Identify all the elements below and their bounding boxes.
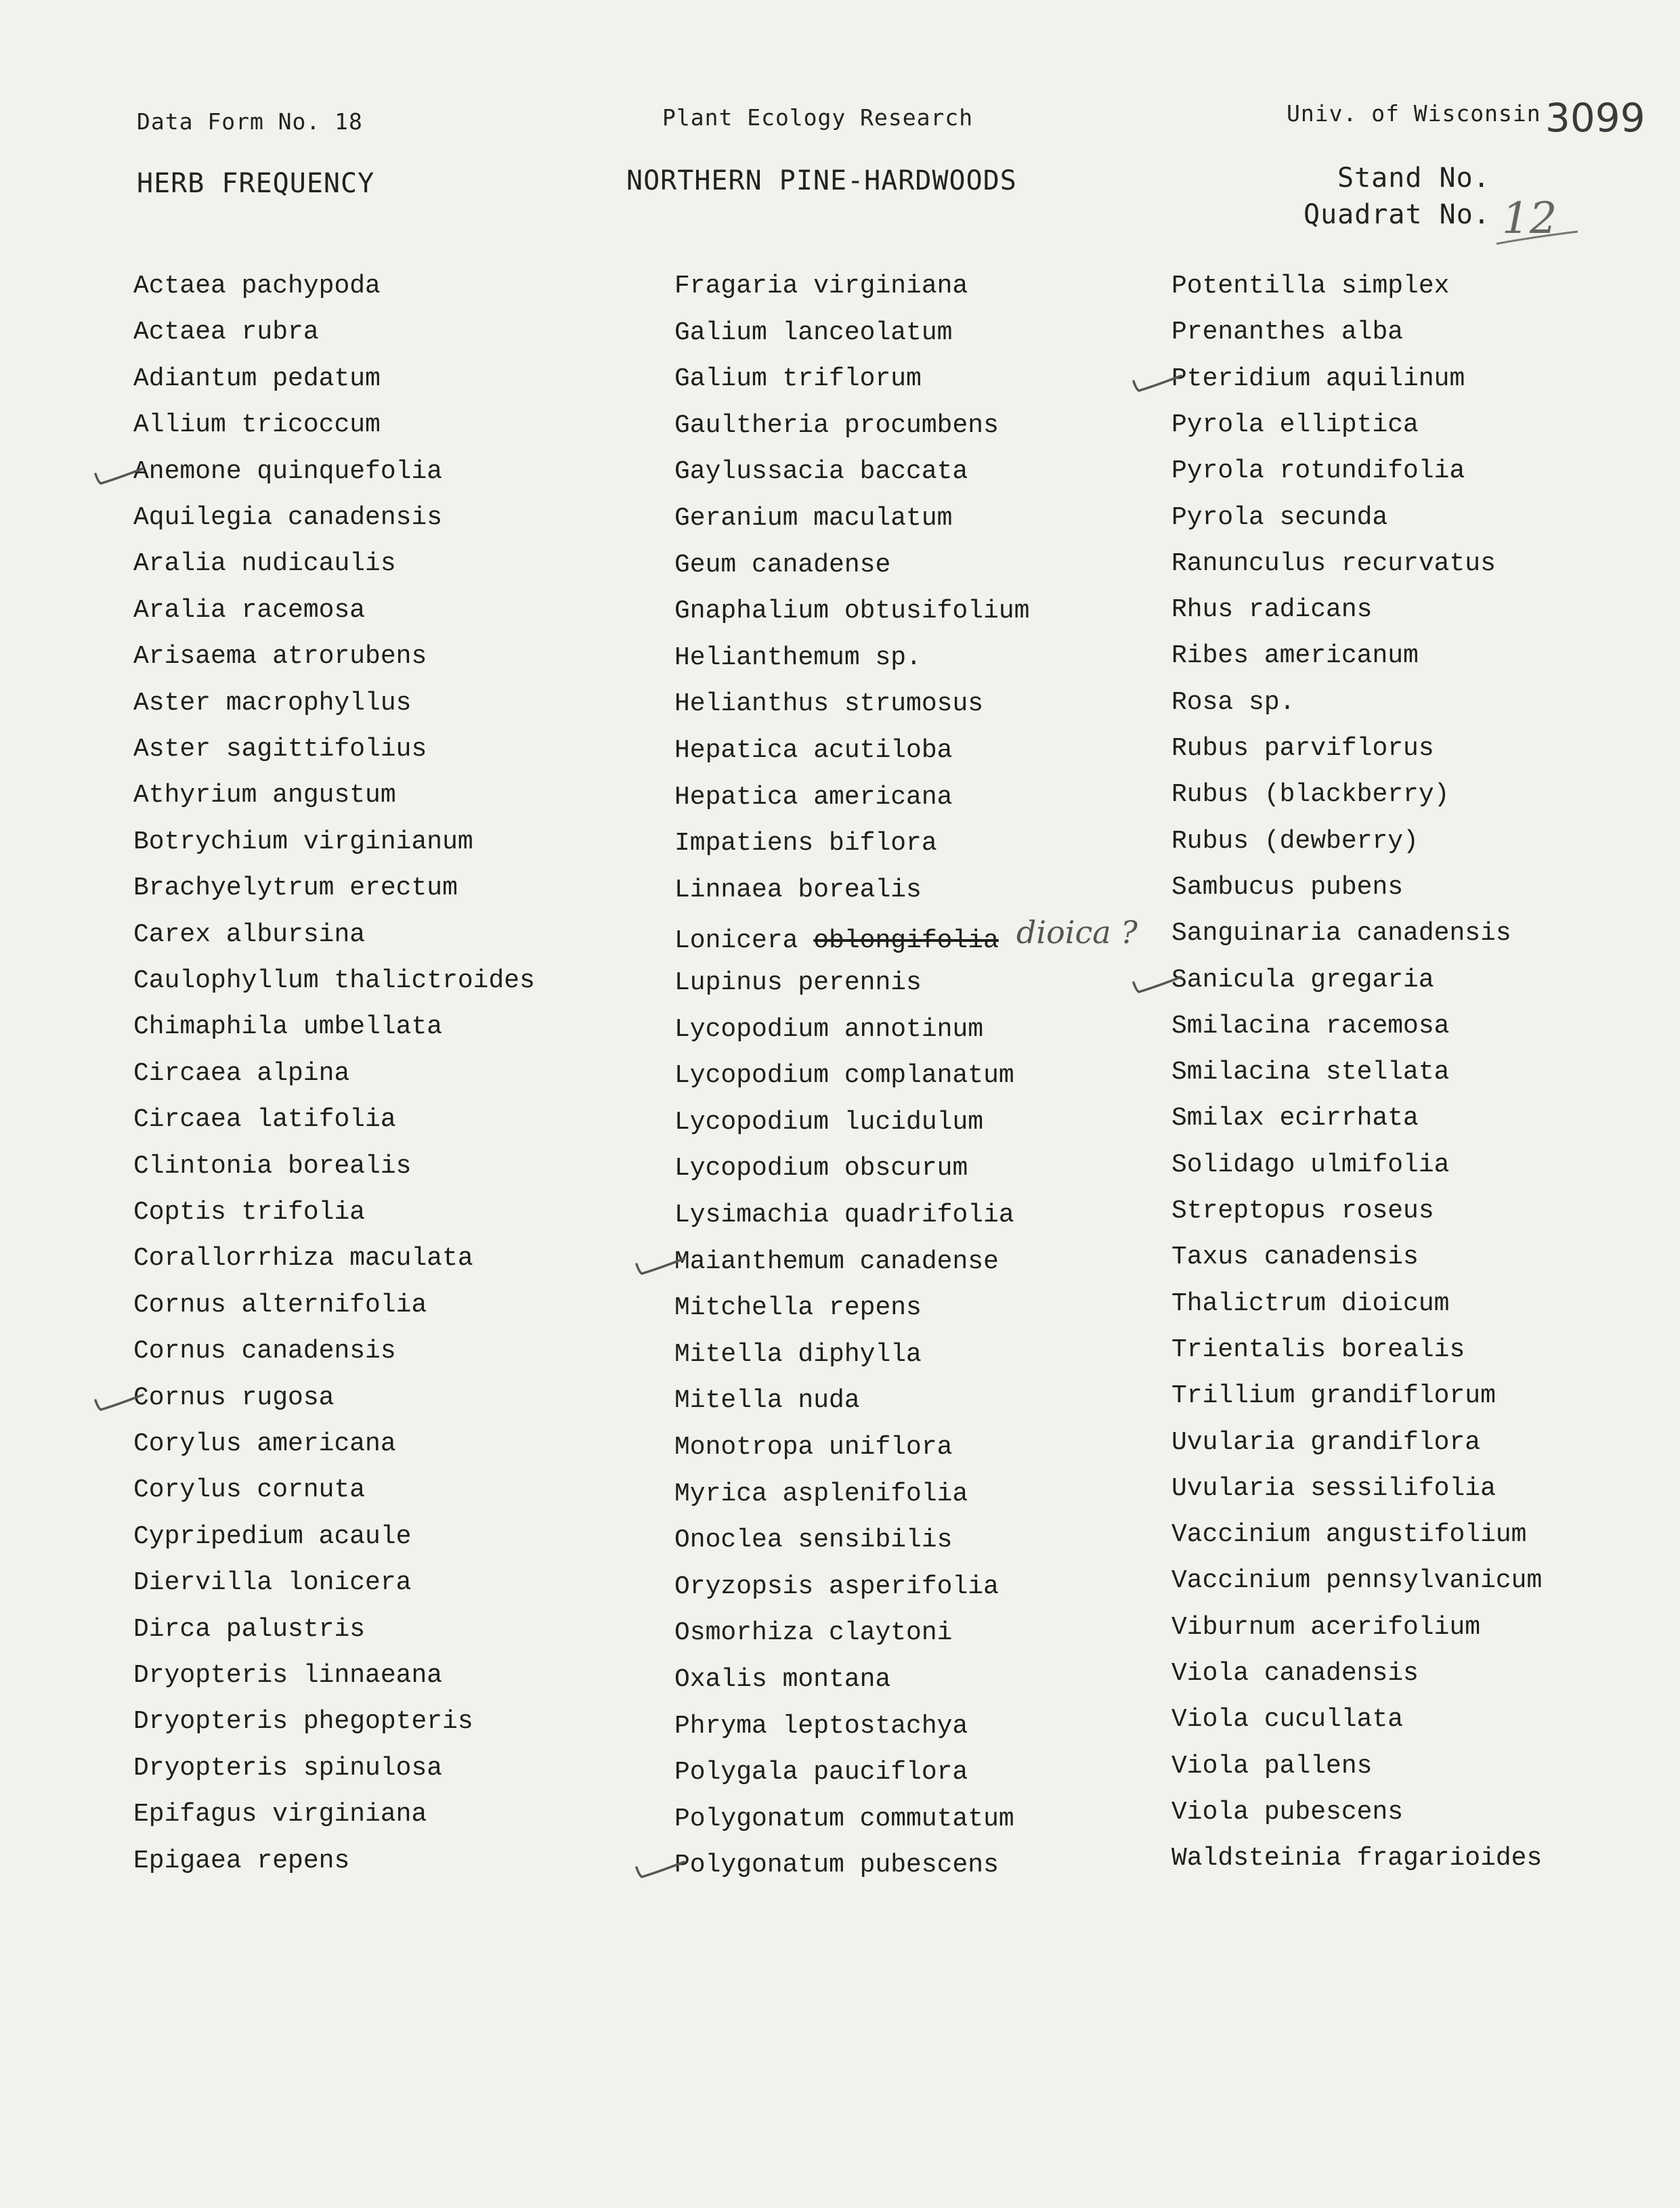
species-item bbox=[133, 1799, 427, 1830]
species-name: Rubus parviflorus bbox=[1171, 734, 1434, 763]
species-name: Linnaea borealis bbox=[674, 875, 922, 905]
species-name: Lupinus perennis bbox=[674, 968, 922, 997]
species-name: Trientalis borealis bbox=[1171, 1335, 1465, 1364]
check-mark-icon bbox=[632, 1255, 680, 1275]
species-item bbox=[133, 1151, 411, 1182]
species-item bbox=[1171, 918, 1511, 949]
species-name: Impatiens biflora bbox=[674, 829, 937, 858]
species-item bbox=[133, 364, 381, 395]
species-item bbox=[1171, 1612, 1480, 1643]
species-name: Pyrola rotundifolia bbox=[1171, 456, 1465, 485]
species-name: Allium tricoccum bbox=[133, 410, 381, 439]
species-name: Prenanthes alba bbox=[1171, 318, 1404, 347]
species-name: Corallorrhiza maculata bbox=[133, 1244, 473, 1273]
species-name: Aster macrophyllus bbox=[133, 689, 412, 718]
species-item bbox=[674, 1153, 968, 1184]
species-name: Sanicula gregaria bbox=[1171, 966, 1434, 995]
species-item bbox=[133, 548, 396, 580]
species-item bbox=[1171, 1473, 1496, 1505]
species-name: Rosa sp. bbox=[1171, 688, 1295, 717]
species-item bbox=[133, 1012, 442, 1043]
species-item bbox=[1171, 1381, 1496, 1412]
species-item bbox=[674, 503, 952, 534]
species-item bbox=[133, 1104, 396, 1135]
underline-mark bbox=[1493, 223, 1581, 251]
species-item bbox=[674, 643, 922, 674]
species-item bbox=[1171, 502, 1387, 534]
species-name: Solidago ulmifolia bbox=[1171, 1150, 1450, 1179]
species-item bbox=[133, 410, 381, 441]
species-item bbox=[133, 1058, 349, 1089]
species-name: Hepatica acutiloba bbox=[674, 736, 953, 765]
species-name: Rubus (dewberry) bbox=[1171, 827, 1419, 856]
species-item bbox=[1171, 594, 1372, 626]
species-name: Sanguinaria canadensis bbox=[1171, 919, 1511, 948]
species-item bbox=[133, 1243, 473, 1274]
species-item bbox=[133, 1567, 411, 1599]
species-item bbox=[133, 1475, 365, 1506]
species-item bbox=[1171, 1196, 1434, 1227]
species-item bbox=[1171, 1658, 1419, 1689]
species-item bbox=[1171, 548, 1496, 580]
species-item bbox=[1171, 410, 1419, 441]
check-mark-icon bbox=[91, 1391, 139, 1411]
species-name: Rubus (blackberry) bbox=[1171, 780, 1450, 809]
species-item bbox=[674, 1200, 1014, 1231]
species-item bbox=[1171, 1242, 1419, 1273]
species-item bbox=[674, 1618, 952, 1649]
species-name: Mitchella repens bbox=[674, 1293, 922, 1322]
species-name: Aralia nudicaulis bbox=[133, 549, 396, 578]
species-item bbox=[133, 873, 458, 904]
species-item bbox=[674, 1385, 860, 1416]
species-name: Arisaema atrorubens bbox=[133, 642, 427, 671]
species-item bbox=[1171, 1843, 1542, 1874]
species-item bbox=[674, 1107, 983, 1138]
species-name: Galium triflorum bbox=[674, 364, 922, 393]
species-item bbox=[133, 1753, 442, 1784]
species-name: Corylus americana bbox=[133, 1429, 396, 1458]
species-item bbox=[1171, 641, 1419, 672]
species-item bbox=[1171, 456, 1465, 487]
species-name: Polygonatum commutatum bbox=[674, 1804, 1014, 1834]
species-item bbox=[133, 641, 427, 672]
check-mark-icon bbox=[1129, 973, 1177, 993]
species-name: Dryopteris spinulosa bbox=[133, 1754, 443, 1783]
university-name: Univ. of Wisconsin bbox=[1287, 100, 1541, 127]
stand-label: Stand No. bbox=[1337, 163, 1490, 194]
species-item bbox=[674, 364, 922, 395]
species-name: Trillium grandiflorum bbox=[1171, 1381, 1496, 1410]
species-item bbox=[674, 596, 1030, 627]
species-name: Cornus canadensis bbox=[133, 1337, 396, 1366]
species-item bbox=[674, 1479, 968, 1510]
species-item bbox=[133, 1383, 334, 1414]
check-mark-icon bbox=[632, 1858, 680, 1878]
species-item bbox=[1171, 1335, 1465, 1366]
species-item bbox=[674, 1757, 968, 1788]
species-name: Rhus radicans bbox=[1171, 595, 1373, 624]
species-item bbox=[674, 735, 952, 766]
species-name: Geranium maculatum bbox=[674, 504, 953, 533]
species-item bbox=[133, 1336, 396, 1367]
species-item bbox=[674, 875, 922, 906]
species-item bbox=[133, 271, 381, 302]
species-name: Maianthemum canadense bbox=[674, 1247, 999, 1276]
species-item bbox=[674, 1572, 999, 1603]
form-title: HERB FREQUENCY bbox=[137, 168, 375, 199]
species-item bbox=[674, 1432, 952, 1463]
form-number: Data Form No. 18 bbox=[137, 108, 363, 135]
species-name: Epifagus virginiana bbox=[133, 1800, 427, 1829]
species-name: Lycopodium obscurum bbox=[674, 1154, 968, 1183]
species-name: Waldsteinia fragarioides bbox=[1171, 1844, 1543, 1873]
species-item bbox=[674, 1014, 983, 1045]
species-name: Lycopodium lucidulum bbox=[674, 1108, 984, 1137]
species-item bbox=[674, 271, 968, 302]
species-item bbox=[674, 1850, 999, 1881]
species-item bbox=[674, 410, 999, 441]
species-name: Mitella diphylla bbox=[674, 1340, 922, 1369]
species-name: Smilax ecirrhata bbox=[1171, 1104, 1419, 1133]
species-name: Polygala pauciflora bbox=[674, 1758, 968, 1787]
species-item bbox=[1171, 364, 1465, 395]
species-name: Hepatica americana bbox=[674, 783, 953, 812]
species-item bbox=[133, 456, 442, 488]
species-name: Galium lanceolatum bbox=[674, 318, 953, 347]
species-item bbox=[674, 828, 937, 859]
species-item bbox=[133, 734, 427, 765]
struck-epithet: oblongifolia bbox=[813, 926, 999, 955]
species-item bbox=[1171, 687, 1295, 718]
quadrat-label: Quadrat No. bbox=[1304, 199, 1490, 230]
species-name: Ribes americanum bbox=[1171, 641, 1419, 670]
species-name: Osmorhiza claytoni bbox=[674, 1618, 953, 1647]
species-name: Cornus rugosa bbox=[133, 1383, 335, 1412]
species-name: Cypripedium acaule bbox=[133, 1522, 412, 1551]
species-name: Viola pallens bbox=[1171, 1752, 1373, 1781]
species-name: Dryopteris linnaeana bbox=[133, 1661, 443, 1690]
species-name: Vaccinium pennsylvanicum bbox=[1171, 1566, 1543, 1595]
species-name: Helianthemum sp. bbox=[674, 643, 922, 672]
species-name: Smilacina stellata bbox=[1171, 1058, 1450, 1087]
species-name: Coptis trifolia bbox=[133, 1198, 366, 1227]
species-name: Actaea pachypoda bbox=[133, 272, 381, 301]
species-item bbox=[1171, 1011, 1449, 1042]
species-item bbox=[133, 1521, 411, 1553]
species-name: Taxus canadensis bbox=[1171, 1242, 1419, 1272]
species-name: Diervilla lonicera bbox=[133, 1568, 412, 1597]
species-name: Pyrola secunda bbox=[1171, 503, 1388, 532]
species-name: Adiantum pedatum bbox=[133, 364, 381, 393]
species-item bbox=[1171, 1751, 1372, 1782]
species-name: Sambucus pubens bbox=[1171, 873, 1404, 902]
species-item bbox=[1171, 271, 1449, 302]
species-item bbox=[133, 502, 442, 534]
species-name: Circaea alpina bbox=[133, 1059, 350, 1088]
species-item bbox=[133, 317, 319, 348]
species-item bbox=[133, 1846, 349, 1877]
species-name: Monotropa uniflora bbox=[674, 1433, 953, 1462]
species-name: Carex albursina bbox=[133, 920, 366, 949]
species-name: Dryopteris phegopteris bbox=[133, 1707, 473, 1736]
species-name: Thalictrum dioicum bbox=[1171, 1289, 1450, 1318]
species-name: Gnaphalium obtusifolium bbox=[674, 597, 1030, 626]
species-name: Geum canadense bbox=[674, 550, 891, 580]
species-name: Circaea latifolia bbox=[133, 1105, 396, 1134]
species-name: Caulophyllum thalictroides bbox=[133, 966, 535, 995]
species-name: Ranunculus recurvatus bbox=[1171, 549, 1496, 578]
species-name: Chimaphila umbellata bbox=[133, 1012, 443, 1041]
species-item bbox=[674, 1804, 1014, 1835]
species-name: Vaccinium angustifolium bbox=[1171, 1520, 1527, 1549]
species-item bbox=[133, 966, 535, 997]
species-name: Lycopodium complanatum bbox=[674, 1061, 1014, 1090]
species-item bbox=[674, 1247, 999, 1278]
species-item bbox=[133, 1706, 473, 1737]
species-name: Myrica asplenifolia bbox=[674, 1479, 968, 1509]
species-item bbox=[1171, 733, 1434, 764]
species-name: Anemone quinquefolia bbox=[133, 457, 443, 486]
species-name: Corylus cornuta bbox=[133, 1475, 366, 1505]
species-item bbox=[1171, 1427, 1480, 1458]
document-number: 3099 bbox=[1545, 95, 1645, 141]
species-name: Pyrola elliptica bbox=[1171, 410, 1419, 439]
species-name: Helianthus strumosus bbox=[674, 689, 984, 718]
species-name: Uvularia grandiflora bbox=[1171, 1428, 1481, 1457]
species-item bbox=[674, 689, 983, 720]
species-name: Lysimachia quadrifolia bbox=[674, 1200, 1014, 1230]
species-item bbox=[1171, 1150, 1449, 1181]
species-name: Lycopodium annotinum bbox=[674, 1015, 984, 1044]
species-item bbox=[674, 968, 922, 999]
species-item bbox=[674, 914, 1138, 957]
species-name: Gaultheria procumbens bbox=[674, 411, 999, 440]
species-item bbox=[674, 1664, 890, 1695]
species-item bbox=[133, 595, 365, 626]
species-name: Epigaea repens bbox=[133, 1846, 350, 1876]
check-mark-icon bbox=[1129, 372, 1177, 392]
species-name: Viola canadensis bbox=[1171, 1659, 1419, 1688]
species-name: Clintonia borealis bbox=[133, 1152, 412, 1181]
species-item bbox=[133, 1197, 365, 1228]
species-item bbox=[1171, 317, 1403, 348]
species-name: Botrychium virginianum bbox=[133, 827, 473, 857]
species-item bbox=[133, 919, 365, 951]
species-item bbox=[133, 1660, 442, 1691]
species-item bbox=[133, 827, 473, 858]
species-name: Athyrium angustum bbox=[133, 781, 396, 810]
species-name: Pteridium aquilinum bbox=[1171, 364, 1465, 393]
species-name: Viola pubescens bbox=[1171, 1798, 1404, 1827]
species-name: Lonicera bbox=[674, 926, 798, 955]
species-item bbox=[674, 1525, 952, 1556]
quadrat-value: 12 bbox=[1502, 194, 1557, 244]
species-item bbox=[1171, 1289, 1449, 1320]
species-name: Oxalis montana bbox=[674, 1665, 891, 1694]
species-item bbox=[1171, 1797, 1403, 1828]
species-item bbox=[133, 1429, 396, 1460]
species-name: Mitella nuda bbox=[674, 1386, 860, 1415]
species-name: Uvularia sessilifolia bbox=[1171, 1474, 1496, 1503]
species-item bbox=[674, 1060, 1014, 1091]
species-name: Aquilegia canadensis bbox=[133, 503, 443, 532]
species-name: Cornus alternifolia bbox=[133, 1291, 427, 1320]
species-item bbox=[674, 318, 952, 349]
species-item bbox=[674, 550, 890, 581]
species-name: Oryzopsis asperifolia bbox=[674, 1572, 999, 1601]
species-name: Fragaria virginiana bbox=[674, 272, 968, 301]
species-item bbox=[674, 456, 968, 488]
community-title: NORTHERN PINE-HARDWOODS bbox=[626, 165, 1017, 196]
species-name: Gaylussacia baccata bbox=[674, 457, 968, 486]
species-name: Onoclea sensibilis bbox=[674, 1525, 953, 1555]
species-item bbox=[1171, 826, 1419, 857]
species-item bbox=[674, 782, 952, 813]
species-name: Smilacina racemosa bbox=[1171, 1012, 1450, 1041]
research-title: Plant Ecology Research bbox=[662, 104, 974, 131]
species-name: Viburnum acerifolium bbox=[1171, 1613, 1481, 1642]
species-item bbox=[133, 1614, 365, 1645]
species-name: Dirca palustris bbox=[133, 1615, 366, 1644]
species-item bbox=[133, 1290, 427, 1321]
species-item bbox=[133, 780, 396, 811]
species-name: Actaea rubra bbox=[133, 318, 319, 347]
species-item bbox=[1171, 1057, 1449, 1088]
species-item bbox=[1171, 872, 1403, 903]
species-item bbox=[1171, 1103, 1419, 1134]
species-name: Phryma leptostachya bbox=[674, 1712, 968, 1741]
species-item bbox=[133, 688, 411, 719]
species-item bbox=[1171, 779, 1449, 810]
check-mark-icon bbox=[91, 464, 139, 485]
species-item bbox=[1171, 965, 1434, 996]
species-name: Aralia racemosa bbox=[133, 596, 366, 625]
species-name: Viola cucullata bbox=[1171, 1705, 1404, 1734]
species-item bbox=[1171, 1565, 1542, 1597]
species-item bbox=[1171, 1704, 1403, 1735]
species-name: Potentilla simplex bbox=[1171, 272, 1450, 301]
species-item bbox=[674, 1711, 968, 1742]
handwritten-note: dioica ? bbox=[1016, 914, 1138, 951]
species-item bbox=[1171, 1519, 1527, 1551]
species-item bbox=[674, 1293, 922, 1324]
species-item bbox=[674, 1339, 922, 1370]
species-name: Streptopus roseus bbox=[1171, 1196, 1434, 1226]
species-name: Aster sagittifolius bbox=[133, 735, 427, 764]
species-name: Brachyelytrum erectum bbox=[133, 873, 458, 903]
species-name: Polygonatum pubescens bbox=[674, 1850, 999, 1880]
